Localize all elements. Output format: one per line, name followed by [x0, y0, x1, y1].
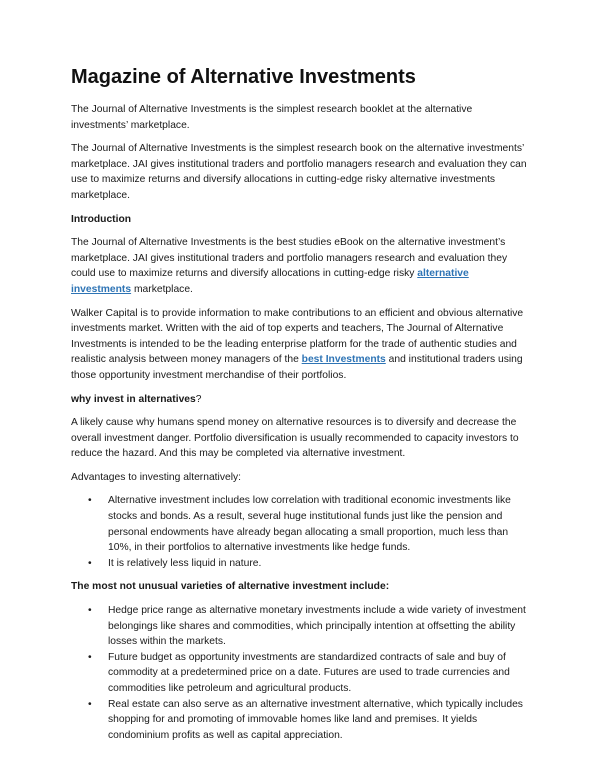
paragraph-why-invest: A likely cause why humans spend money on alternative resources is to diversify and decrease the overall investment danger. Portfolio diversification is usually recommended to capacity investors to reduce the hazard. And this may be completed via alternative investment. [71, 417, 519, 460]
list-item: • Hedge price range as alternative monetary investments include a wide variety of investment belongings like shares and commodities, which principally intention at offsetting the ability losses within the markets. [108, 603, 530, 650]
heading-suffix: ? [195, 393, 202, 405]
section-heading-introduction: Introduction [71, 213, 132, 225]
link-best-investments[interactable]: best Investments [301, 354, 386, 366]
list-item: • Real estate can also serve as an alternative investment alternative, which typically includes shopping for and promoting of immovable homes like land and premises. It yields condominium profits as well as capital appreciation. [108, 697, 530, 744]
section-heading-varieties: The most not unusual varieties of alternative investment include: [71, 581, 390, 593]
paragraph-text: marketplace. [131, 283, 193, 295]
paragraph-text: The Journal of Alternative Investments is the best studies eBook on the alternative investment’s marketplace. JAI gives institutional traders and portfolio managers research and evaluation they could use to maximize returns and diversify allocations in cutting-edge risky [71, 237, 508, 280]
section-heading-why-invest [71, 392, 530, 408]
paragraph-intro-long: The Journal of Alternative Investments is the simplest research book on the alternative investments’ marketplace. JAI gives institutional traders and portfolio managers research and evaluation they can use to maximize returns and diversify allocations in cutting-edge risky alternative investments marketplace. [71, 143, 527, 201]
paragraph-walker-capital [71, 306, 530, 384]
paragraph-text: and institutional traders using those opportunity investment merchandise of their portfolios. [71, 354, 523, 381]
heading-bold-text: why invest in alternatives [71, 393, 196, 405]
list-item: • Future budget as opportunity investments are standardized contracts of sale and buy of commodity at a predetermined price on a date. Futures are used to trade currencies and commodities like petroleum and agricultural products. [108, 650, 530, 697]
page-title: Magazine of Alternative Investments [71, 66, 416, 88]
list-item: • Alternative investment includes low correlation with traditional economic investments like stocks and bonds. As a result, several huge institutional funds just like the pension and personal endowments have already began allocating a small proportion, much less than 10%, in their portfolios to alternative investments like hedge funds. [108, 493, 530, 555]
paragraph-text: Walker Capital is to provide information to make contributions to an efficient and obvious alternative investments market. Written with the aid of top experts and teachers, The Journal of Alternative Investments is intended to be the leading enterprise platform for the trade of authentic studies and realistic analysis between money managers of the [71, 307, 524, 366]
advantages-list [71, 493, 530, 571]
link-alternative-investments[interactable]: alternative investments [71, 268, 469, 295]
advantages-label: Advantages to investing alternatively: [71, 471, 241, 483]
paragraph-introduction [71, 235, 530, 297]
varieties-list [71, 603, 530, 743]
paragraph-intro-short: The Journal of Alternative Investments is the simplest research booklet at the alternative investments’ marketplace. [71, 104, 473, 131]
list-item: • It is relatively less liquid in nature. [108, 556, 530, 572]
